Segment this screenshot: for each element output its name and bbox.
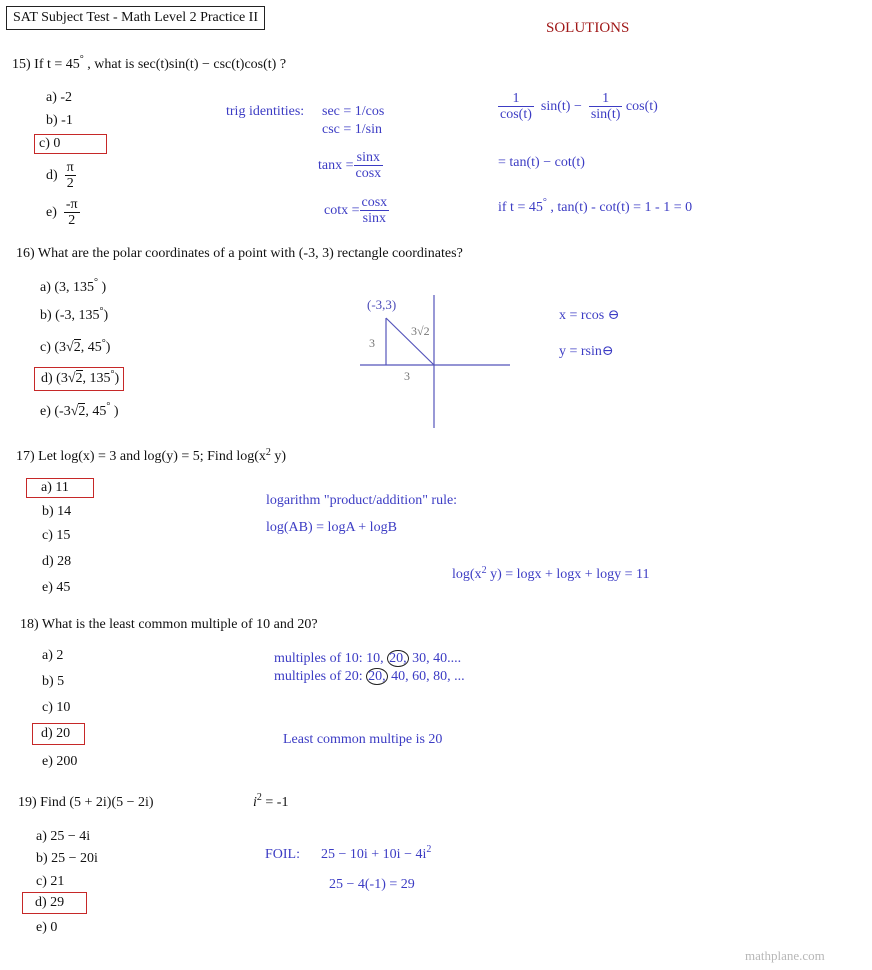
- choice-16d-answer: d) (3√2, 135°): [34, 367, 124, 391]
- log-work: $\log(x^2$ y) = logx + logx + logy = 11: [452, 565, 650, 582]
- choice-18e: e) 200: [42, 754, 78, 769]
- choice-15d: d) $\frac{\pi}{2}$: [46, 160, 74, 192]
- choice-18a: a) 2: [42, 648, 64, 663]
- hypotenuse-label: 3√2: [411, 324, 430, 338]
- foil-result: 25 − 4(-1) = 29: [329, 877, 415, 892]
- choice-16a: a) (3, 135° ): [40, 277, 107, 295]
- foil-label: FOIL:: [265, 847, 300, 862]
- choice-17c: c) 15: [42, 528, 71, 543]
- csc-identity: csc = 1/sin: [322, 122, 382, 137]
- multiples-of-10: multiples of 10: 10, 20, 30, 40....: [274, 651, 462, 666]
- i-squared-note: $i^2 = -1$: [253, 792, 289, 810]
- log-rule-label: logarithm "product/addition" rule:: [266, 493, 458, 508]
- x-polar-formula: x = rcos ⊖: [559, 308, 620, 323]
- trig-identities-label: trig identities:: [226, 104, 305, 119]
- choice-19a: a) 25 − 4i: [36, 829, 91, 844]
- choice-17a-answer: a) 11: [26, 478, 94, 498]
- question-18: 18) What is the least common multiple of 10 and 20?: [20, 617, 318, 632]
- choice-19d-answer: d) 29: [22, 892, 87, 914]
- question-17: 17) Let log(x) = 3 and log(y) = 5; Find $\log(x^2$ y): [16, 447, 287, 464]
- choice-19c: c) 21: [36, 874, 65, 889]
- question-19: 19) Find (5 + 2i)(5 − 2i): [18, 795, 154, 810]
- point-label: (-3,3): [367, 297, 397, 312]
- choice-15a: a) -2: [46, 90, 73, 105]
- sec-csc-rewrite: $\frac{1}{\cos(t)}$ sin(t) − $\frac{1}{\sin(t)}$ cos(t): [500, 91, 658, 123]
- choice-15e: e) $\frac{-\pi}{2}$: [46, 197, 78, 229]
- foil-expansion: $25 - 10i + 10i - 4i^2$: [321, 844, 432, 862]
- side-label: 3: [369, 336, 375, 350]
- choice-18b: b) 5: [42, 674, 65, 689]
- choice-19b: b) 25 − 20i: [36, 851, 98, 866]
- choice-17b: b) 14: [42, 504, 72, 519]
- tan-identity: tanx = $\frac{\sin x}{\cos x}$: [318, 150, 382, 182]
- choice-18c: c) 10: [42, 700, 71, 715]
- tan-cot-step: = tan(t) − cot(t): [498, 155, 585, 170]
- choice-16e: e) (-3√2, 45° ): [40, 401, 119, 419]
- choice-15c-answer: c) 0: [34, 134, 107, 154]
- multiples-of-20: multiples of 20: 20, 40, 60, 80, ...: [274, 669, 465, 684]
- choice-18d-answer: d) 20: [32, 723, 85, 745]
- watermark: mathplane.com: [745, 948, 825, 963]
- question-16: 16) What are the polar coordinates of a point with (-3, 3) rectangle coordinates?: [16, 246, 463, 261]
- lcm-result: Least common multipe is 20: [283, 732, 443, 747]
- choice-16c: c) (3√2, 45°): [40, 338, 111, 355]
- log-rule-equation: log(AB) = logA + logB: [266, 520, 397, 535]
- solutions-heading: SOLUTIONS: [546, 20, 630, 36]
- choice-19e: e) 0: [36, 920, 58, 935]
- choice-17d: d) 28: [42, 554, 72, 569]
- sec-identity: sec = 1/cos: [322, 104, 385, 119]
- choice-15b: b) -1: [46, 113, 73, 128]
- page-title: SAT Subject Test - Math Level 2 Practice II: [6, 6, 265, 30]
- cot-identity: cotx = $\frac{\cos x}{\sin x}$: [324, 195, 388, 227]
- choice-16b: b) (-3, 135°): [40, 306, 109, 323]
- choice-17e: e) 45: [42, 580, 71, 595]
- y-polar-formula: y = rsin⊖: [559, 344, 614, 359]
- evaluate-step: if t = 45° , tan(t) - cot(t) = 1 - 1 = 0: [498, 197, 693, 215]
- base-label: 3: [404, 369, 410, 383]
- question-15: 15) If t = 45° , what is sec(t)sin(t) − csc(t)cos(t) ?: [12, 54, 287, 72]
